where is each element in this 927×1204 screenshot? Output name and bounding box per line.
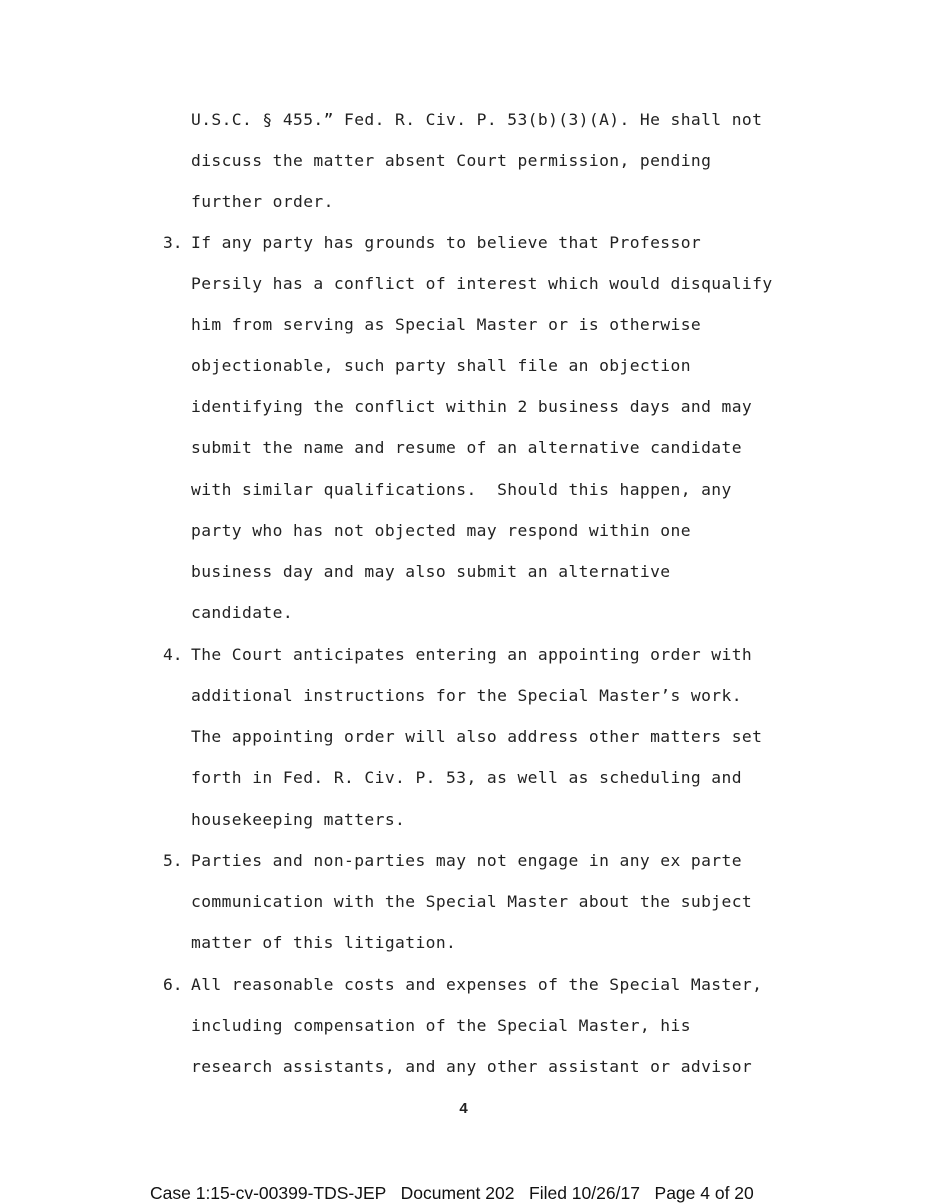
item-line: matter of this litigation. [191,933,457,952]
item-line: business day and may also submit an alternative [191,562,671,581]
item-line: additional instructions for the Special Master’s work. [191,686,742,705]
item-line: Parties and non-parties may not engage in any ex parte [191,851,742,870]
item-line: him from serving as Special Master or is otherwise [191,315,702,334]
intro-line: discuss the matter absent Court permission, pending [191,151,712,170]
item-line: Persily has a conflict of interest which would disqualify [191,274,773,293]
item-number: 4. [163,645,183,664]
item-number: 5. [163,851,183,870]
page-number: 4 [459,1100,468,1117]
item-line: identifying the conflict within 2 business days and may [191,397,753,416]
intro-line: U.S.C. § 455.” Fed. R. Civ. P. 53(b)(3)(A). He shall not [191,110,763,129]
item-line: housekeeping matters. [191,810,406,829]
item-line: with similar qualifications. Should this happen, any [191,480,732,499]
item-line: If any party has grounds to believe that Professor [191,233,702,252]
item-line: communication with the Special Master about the subject [191,892,753,911]
item-line: objectionable, such party shall file an objection [191,356,691,375]
item-line: forth in Fed. R. Civ. P. 53, as well as scheduling and [191,768,742,787]
item-line: research assistants, and any other assistant or advisor [191,1057,753,1076]
item-line: The Court anticipates entering an appointing order with [191,645,753,664]
case-footer: Case 1:15-cv-00399-TDS-JEP Document 202 Filed 10/26/17 Page 4 of 20 [150,1183,754,1203]
item-line: party who has not objected may respond within one [191,521,691,540]
item-line: including compensation of the Special Master, his [191,1016,691,1035]
item-line: All reasonable costs and expenses of the Special Master, [191,975,763,994]
item-line: candidate. [191,603,294,622]
intro-line: further order. [191,192,334,211]
item-line: submit the name and resume of an alternative candidate [191,438,742,457]
item-number: 3. [163,233,183,252]
item-number: 6. [163,975,183,994]
item-line: The appointing order will also address other matters set [191,727,763,746]
